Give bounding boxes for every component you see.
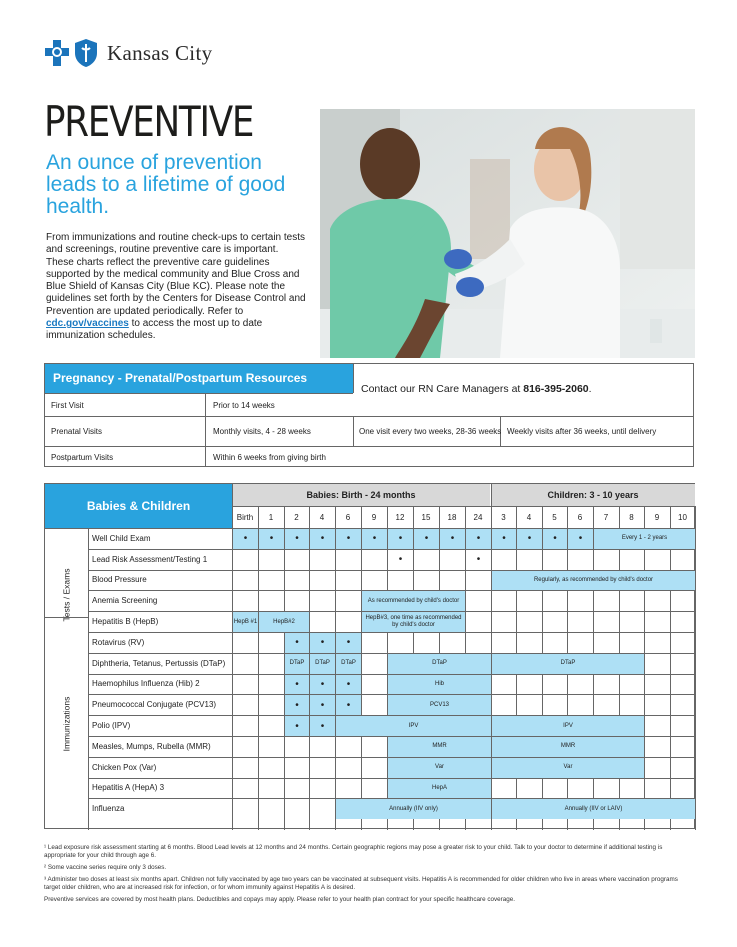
age-column-17: 10 — [678, 512, 687, 522]
schedule-dot: • — [492, 529, 516, 549]
schedule-dot: • — [285, 633, 309, 653]
doctor-patient-photo — [320, 109, 695, 358]
schedule-bar: HepB#3, one time as recommended by child's doctor — [362, 612, 465, 632]
table-row-label: Hepatitis B (HepB) — [92, 617, 159, 627]
age-column-4: 6 — [345, 512, 351, 522]
intro-after: to access the most up to date immunization schedules. — [46, 318, 263, 342]
tests-exams-section: Tests / Exams — [45, 528, 89, 662]
grid-line — [695, 506, 696, 830]
schedule-bar: HepB#2 — [259, 612, 309, 632]
schedule-dot: • — [336, 695, 361, 715]
grid-line — [361, 506, 362, 830]
grid-line — [232, 506, 695, 507]
brand-logo — [44, 38, 212, 68]
table-row-label: Pneumococcal Conjugate (PCV13) — [92, 700, 217, 710]
schedule-bar: DTaP — [492, 654, 644, 674]
immunizations-section: Immunizations — [45, 617, 89, 830]
schedule-dot: • — [285, 675, 309, 695]
schedule-bar: PCV13 — [388, 695, 491, 715]
age-column-16: 9 — [654, 512, 660, 522]
grid-line — [258, 506, 259, 830]
contact-suffix: . — [588, 383, 592, 395]
prenatal-value: Monthly visits, 4 - 28 weeks — [213, 427, 311, 436]
cdc-link[interactable]: cdc.gov/vaccines — [46, 318, 129, 330]
schedule-dot: • — [285, 529, 309, 549]
schedule-dot: • — [310, 716, 335, 736]
age-column-10: 3 — [501, 512, 506, 522]
prenatal-label: Prenatal Visits — [51, 427, 102, 436]
age-column-12: 5 — [552, 512, 557, 522]
schedule-dot: • — [466, 529, 491, 549]
brand-name: Kansas City — [107, 40, 213, 65]
footnote-4: Preventive services are covered by most health plans. Deductibles and copays may apply. Please refer to your health plan contract for your specific healthcare coverage. — [44, 896, 515, 903]
schedule-bar: Annually (IIV or LAIV) — [492, 799, 695, 819]
blue-shield-icon — [73, 38, 99, 68]
schedule-bar: HepB #1 — [233, 612, 258, 632]
schedule-dot: • — [543, 529, 567, 549]
schedule-bar: IPV — [492, 716, 644, 736]
children-group-header: Children: 3 - 10 years — [491, 484, 695, 506]
schedule-dot: • — [310, 633, 335, 653]
age-column-0: Birth — [236, 512, 254, 522]
schedule-bar: As recommended by child's doctor — [362, 591, 465, 611]
contact-line — [361, 383, 592, 395]
schedule-bar: DTaP — [388, 654, 491, 674]
schedule-dot: • — [310, 529, 335, 549]
schedule-dot: • — [285, 716, 309, 736]
schedule-bar: MMR — [492, 737, 644, 757]
schedule-dot: • — [517, 529, 542, 549]
schedule-bar: Hib — [388, 675, 491, 695]
table-row-label: Polio (IPV) — [92, 721, 131, 731]
schedule-dot: • — [285, 695, 309, 715]
grid-line — [644, 506, 645, 830]
schedule-dot: • — [398, 554, 403, 566]
blue-cross-icon — [44, 38, 70, 68]
footnote-2: ² Some vaccine series require only 3 doses. — [44, 864, 167, 871]
footnote-1: ¹ Lead exposure risk assessment starting at 6 months. Blood Lead levels at 12 months and 24 months. Certain geographic regions may pose a greater risk to your child. Talk to your doctor to determine if additional testing is appropriate for your child through age 6. — [44, 844, 663, 859]
schedule-dot: • — [388, 529, 413, 549]
pregnancy-header: Pregnancy - Prenatal/Postpartum Resources — [45, 364, 353, 393]
age-column-11: 4 — [526, 512, 532, 522]
postpartum-label: Postpartum Visits — [51, 453, 114, 462]
table-row-label: Chicken Pox (Var) — [92, 762, 157, 772]
schedule-bar: DTaP — [285, 654, 309, 674]
schedule-dot: • — [259, 529, 284, 549]
table-row-label: Blood Pressure — [92, 575, 147, 585]
table-row-label: Diphtheria, Tetanus, Pertussis (DTaP) — [92, 658, 226, 668]
table-row-label: Rotavirus (RV) — [92, 637, 145, 647]
prenatal-extra-2: Weekly visits after 36 weeks, until delivery — [507, 427, 657, 436]
schedule-dot: • — [336, 675, 361, 695]
page-title: PREVENTIVE — [44, 97, 254, 146]
prenatal-extra-1: One visit every two weeks, 28-36 weeks — [359, 427, 502, 436]
schedule-bar: MMR — [388, 737, 491, 757]
contact-prefix: Contact our RN Care Managers at — [361, 383, 521, 395]
age-column-1: 1 — [268, 512, 274, 522]
table-row-label: Influenza — [92, 804, 125, 814]
age-column-2: 2 — [294, 512, 299, 522]
schedule-bar: Var — [388, 758, 491, 778]
age-column-13: 6 — [577, 512, 583, 522]
age-column-8: 18 — [447, 512, 457, 522]
schedule-dot: • — [310, 695, 335, 715]
schedule-dot: • — [476, 554, 481, 566]
schedule-bar: Regularly, as recommended by child's doctor — [492, 571, 695, 591]
age-column-15: 8 — [629, 512, 634, 522]
schedule-dot: • — [336, 633, 361, 653]
schedule-bar: DTaP — [336, 654, 361, 674]
age-column-9: 24 — [473, 512, 483, 522]
babies-group-header: Babies: Birth - 24 months — [232, 484, 490, 506]
age-column-5: 9 — [371, 512, 377, 522]
table-row-label: Hepatitis A (HepA) 3 — [92, 783, 165, 793]
schedule-bar: Annually (IIV only) — [336, 799, 491, 819]
first-visit-label: First Visit — [51, 401, 84, 410]
contact-phone[interactable]: 816-395-2060 — [523, 383, 589, 395]
footnote-3: ³ Administer two doses at least six months apart. Children not fully vaccinated by age two years can be vaccinated at subsequent visits. Hepatitis A is recommended for older children who live in areas where vaccination programs target older children, who are at increased risk for infection, or for whom immunity against Hepatitis A is desired. — [44, 876, 678, 891]
schedule-bar: DTaP — [310, 654, 335, 674]
table-row-label: Measles, Mumps, Rubella (MMR) — [92, 741, 211, 751]
table-row-label: Lead Risk Assessment/Testing 1 — [92, 554, 208, 564]
grid-line — [89, 632, 695, 633]
pregnancy-table — [44, 363, 694, 467]
grid-line — [670, 506, 671, 830]
table-row-label: Haemophilus Influenza (Hib) 2 — [92, 679, 200, 689]
schedule-bar: HepA — [388, 779, 491, 799]
intro-text: From immunizations and routine check-ups to certain tests and screenings, routine preventive care is important. These charts reflect the preventive care guidelines supported by the medical community and Blue Cross and Blue Shield of Kansas City (Blue KC). Please note the guidelines set forth by the Centers for Disease Control and Prevention are updated periodically. Refer to — [46, 232, 306, 317]
first-visit-value: Prior to 14 weeks — [213, 401, 275, 410]
age-column-3: 4 — [319, 512, 325, 522]
schedule-bar: Var — [492, 758, 644, 778]
table-header: Babies & Children — [45, 484, 232, 528]
schedule-dot: • — [440, 529, 465, 549]
schedule-dot: • — [414, 529, 439, 549]
schedule-bar: IPV — [336, 716, 491, 736]
schedule-dot: • — [310, 675, 335, 695]
schedule-dot: • — [336, 529, 361, 549]
schedule-bar: Every 1 - 2 years — [594, 529, 695, 549]
table-row-label: Anemia Screening — [92, 596, 158, 606]
table-row-label: Well Child Exam — [92, 533, 151, 543]
schedule-dot: • — [568, 529, 593, 549]
schedule-dot: • — [362, 529, 387, 549]
age-column-7: 15 — [421, 512, 431, 522]
schedule-dot: • — [233, 529, 258, 549]
babies-children-table — [44, 483, 695, 829]
tagline: An ounce of prevention leads to a lifetime of good health. — [46, 151, 286, 218]
postpartum-value: Within 6 weeks from giving birth — [213, 453, 326, 462]
age-column-14: 7 — [603, 512, 609, 522]
intro-paragraph — [46, 232, 308, 343]
age-column-6: 12 — [395, 512, 405, 522]
